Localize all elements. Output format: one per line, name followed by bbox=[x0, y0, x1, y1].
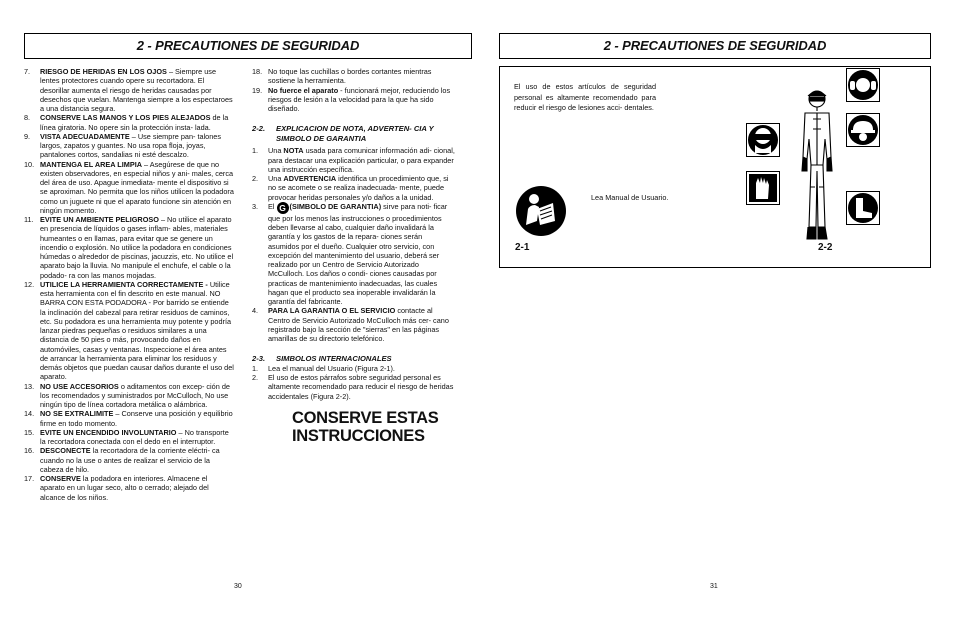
item-bold-lead: (SIMBOLO DE GARANTIA) bbox=[289, 201, 382, 211]
left-column-2 bbox=[252, 67, 455, 445]
item-text: de la línea giratoria. No opere sin la protección insta- lada. bbox=[40, 113, 229, 132]
safety-rule-item bbox=[24, 409, 234, 428]
left-column-1 bbox=[24, 67, 234, 502]
item-bold-lead: VISTA ADECUADAMENTE bbox=[40, 131, 130, 141]
explanation-item bbox=[252, 202, 455, 307]
figure-2-1-label: 2-1 bbox=[515, 242, 530, 253]
item-number: 1. bbox=[252, 363, 259, 373]
item-number: 1. bbox=[252, 146, 259, 156]
conserve-instructions-title bbox=[252, 409, 455, 445]
item-text: – Asegúrese de que no existen observadores, en especial niños y ani- males, cerca del área de uso. Apague inmediata- mente el dispositivo si se aproximan. No permita que los niños utilicen la podadora como un juguete ni que el aparato funcione sin atención en ningún momento. bbox=[40, 159, 234, 215]
item-text: la recortadora de la corriente eléctri- ca cuando no la use o antes de realizar el servicio de la cabeza de hilo. bbox=[40, 446, 220, 474]
item-number: 2. bbox=[252, 373, 259, 382]
left-page-header bbox=[24, 33, 472, 59]
item-number: 16. bbox=[24, 446, 35, 456]
item-number: 2. bbox=[252, 174, 259, 183]
item-text: El uso de estos párrafos sobre seguridad personal es altamente recomendado para reducir el riesgo de heridas accidentales (Figura 2-2). bbox=[268, 373, 454, 401]
gloves-icon bbox=[746, 171, 780, 205]
item-text: Lea el manual del Usuario (Figura 2-1). bbox=[268, 363, 395, 373]
item-number: 12. bbox=[24, 279, 35, 289]
item-text: Utilice esta herramienta con el fin descrito en este manual. NO BARRA CON ESTA PODADORA - Por barrido se entiende la inclinación del cabezal para retirar residuos de caminos, etc. Su podadora es una herramienta muy potente y podría lanzar piedras pequeñas o residuos similares a una distancia de 50 pies o más, provocando daños en automóviles, casas y ventanas. Inspeccione el área antes de arrancar la herramienta para eliminar los residuos y demás objetos que puedan causar daños durante el uso del aparato. bbox=[40, 279, 234, 382]
item-text: – Siempre use lentes protectores cuando opere su recortadora. El desorillar aumenta el riesgo de heridas causadas por desechos que vuelan. Mantenga siempre a los espectaroes a una distancia segura. bbox=[40, 67, 233, 113]
safety-rule-item bbox=[252, 86, 455, 114]
hearing-protection-icon bbox=[846, 68, 880, 102]
item-text: – No utilice el aparato en presencia de líquidos o gases inflam- ables, materiales humeantes o en llamas, para evitar que se genere un incendio o explosión. No utilice la podadora en condiciones húmedas o alrededor de piscinas, jacuzzis, etc. No utilice el aparato bajo la lluvia. No manipule el enchufe, el cable o la podado- ra con las manos mojadas. bbox=[40, 215, 234, 280]
safety-glasses-icon bbox=[746, 123, 780, 157]
safety-rule-item bbox=[24, 382, 234, 410]
item-number: 4. bbox=[252, 306, 259, 316]
item-text: - funcionará mejor, reduciendo los riesgos de lesión a la velocidad para la que ha sido diseñado. bbox=[268, 85, 451, 113]
item-text: – Conserve una posición y equilibrio firme en todo momento. bbox=[40, 409, 233, 428]
item-bold-lead: EVITE UN AMBIENTE PELIGROSO bbox=[40, 215, 159, 224]
safety-rule-item bbox=[24, 280, 234, 382]
item-bold-lead: NO SE EXTRALIMITE bbox=[40, 409, 114, 419]
safety-rule-item bbox=[24, 446, 234, 474]
item-number: 19. bbox=[252, 85, 263, 95]
item-number: 11. bbox=[24, 215, 34, 224]
item-bold-lead: CONSERVE LAS MANOS Y LOS PIES ALEJADOS bbox=[40, 113, 211, 123]
item-number: 15. bbox=[24, 427, 35, 437]
boots-icon bbox=[846, 191, 880, 225]
worker-figure-icon bbox=[793, 87, 841, 245]
safety-rule-item bbox=[252, 67, 455, 86]
item-bold-lead: CONSERVE bbox=[40, 474, 81, 483]
item-text: No toque las cuchillas o bordes cortantes mientras sostiene la herramienta. bbox=[268, 67, 432, 86]
figure-description: El uso de estos artículos de seguridad personal es altamente recomendado para reducir el riesgo de lesiones acci- dentales. bbox=[514, 82, 656, 112]
safety-rule-item bbox=[24, 132, 234, 160]
item-text: contacte al Centro de Servicio Autorizado McCulloch más cer- cano registrado bajo la sección de "sierras" en las páginas amarillas de su directorio telefónico. bbox=[268, 306, 449, 343]
safety-rule-item bbox=[24, 113, 234, 132]
item-number: 8. bbox=[24, 113, 31, 123]
item-text: – No transporte la recortadora conectada con el dedo en el interruptor. bbox=[40, 427, 229, 446]
safety-figure-box bbox=[499, 66, 931, 268]
explanation-item bbox=[252, 306, 455, 343]
item-prefix: Una bbox=[268, 146, 284, 156]
left-header-title: 2 - PRECAUTIONES DE SEGURIDAD bbox=[136, 38, 360, 53]
right-page-header bbox=[499, 33, 931, 59]
item-bold-lead: DESCONECTE bbox=[40, 446, 91, 456]
safety-rule-item bbox=[24, 215, 234, 280]
section-2-3-number: 2-3. bbox=[252, 354, 266, 364]
explanation-item bbox=[252, 174, 455, 202]
item-number: 14. bbox=[24, 409, 35, 419]
section-2-3-title bbox=[252, 354, 455, 364]
safety-rule-item bbox=[24, 474, 234, 502]
item-prefix: Una bbox=[268, 174, 284, 183]
item-number: 7. bbox=[24, 67, 31, 76]
item-bold-lead: PARA LA GARANTIA O EL SERVICIO bbox=[268, 306, 396, 316]
item-bold-lead: MANTENGA EL AREA LIMPIA bbox=[40, 159, 143, 169]
conserve-line-1: CONSERVE ESTAS bbox=[292, 408, 439, 427]
item-number: 17. bbox=[24, 474, 35, 483]
left-page-number: 30 bbox=[234, 583, 242, 590]
symbol-item bbox=[252, 373, 455, 401]
right-page-number: 31 bbox=[710, 583, 718, 590]
item-bold-lead: NO USE ACCESORIOS bbox=[40, 381, 119, 391]
item-text: sirve para noti- ficar que por los menos las instrucciones o procedimientos deben llevarse al cabo, cualquier daño invalidará la garantía y los gastos de la repara- ciones serán asumidos por el dueño. Cualquier otro servicio, con excepción del mantenimiento del usuario, deberá ser realizado por un Centro de Servicio Autorizado McCulloch. Los daños o condi- ciones causadas por practicas de mantenimiento inadecuadas, las cuales hagan que el producto sea inoperable invalidarán la garantía del fabricante. bbox=[268, 201, 448, 306]
safety-rule-item bbox=[24, 67, 234, 113]
read-manual-caption: Lea Manual de Usuario. bbox=[591, 193, 669, 202]
item-text: – Use siempre pan- talones largos, zapatos y guantes. No usa ropa floja, joyas, pantalones cortos, sandalias ni esté descalzo. bbox=[40, 131, 221, 160]
item-bold-lead: NOTA bbox=[283, 146, 304, 156]
warranty-symbol-icon: G bbox=[277, 202, 289, 214]
right-header-title: 2 - PRECAUTIONES DE SEGURIDAD bbox=[603, 38, 827, 53]
item-number: 9. bbox=[24, 131, 31, 141]
item-text: o aditamentos con excep- ción de los recomendados y suministrados por McCulloch, No use ningún tipo de línea cortadora metálica o alámbrica. bbox=[40, 381, 230, 409]
explanation-item bbox=[252, 146, 455, 174]
hard-hat-icon bbox=[846, 113, 880, 147]
item-prefix: El bbox=[268, 201, 277, 211]
symbol-item bbox=[252, 364, 455, 373]
item-text: identifica un procedimiento que, si no se acomete o se realiza inadecuada- mente, puede provocar heridas personales y/o daños a la unidad. bbox=[268, 174, 449, 202]
item-number: 3. bbox=[252, 201, 259, 211]
safety-rule-item bbox=[24, 160, 234, 216]
item-number: 10. bbox=[24, 159, 35, 169]
section-2-2-heading: EXPLICACION DE NOTA, ADVERTEN- CIA Y SIMBOLO DE GARANTIA bbox=[276, 124, 434, 143]
item-number: 13. bbox=[24, 381, 35, 391]
item-text: la podadora en interiores. Almacene el aparato en un lugar seco, alto o cerrado; alejado del alcance de los niños. bbox=[40, 474, 209, 502]
section-2-3-heading: SIMBOLOS INTERNACIONALES bbox=[276, 354, 392, 364]
safety-rule-item bbox=[24, 428, 234, 447]
item-number: 18. bbox=[252, 67, 263, 76]
figure-2-2-label: 2-2 bbox=[818, 242, 833, 253]
item-bold-lead: No fuerce el aparato bbox=[268, 85, 339, 95]
section-2-2-title bbox=[252, 124, 455, 143]
conserve-line-2: INSTRUCCIONES bbox=[292, 426, 425, 445]
item-bold-lead: ADVERTENCIA bbox=[283, 174, 337, 183]
section-2-2-number: 2-2. bbox=[252, 124, 266, 134]
item-text: usada para comunicar información adi- cional, para destacar una explicación particular, o para expander una instrucción específica. bbox=[268, 146, 455, 174]
item-bold-lead: UTILICE LA HERRAMIENTA CORRECTAMENTE - bbox=[40, 279, 208, 289]
item-bold-lead: RIESGO DE HERIDAS EN LOS OJOS bbox=[40, 67, 167, 76]
read-manual-icon bbox=[515, 185, 567, 237]
item-bold-lead: EVITE UN ENCENDIDO INVOLUNTARIO bbox=[40, 427, 177, 437]
